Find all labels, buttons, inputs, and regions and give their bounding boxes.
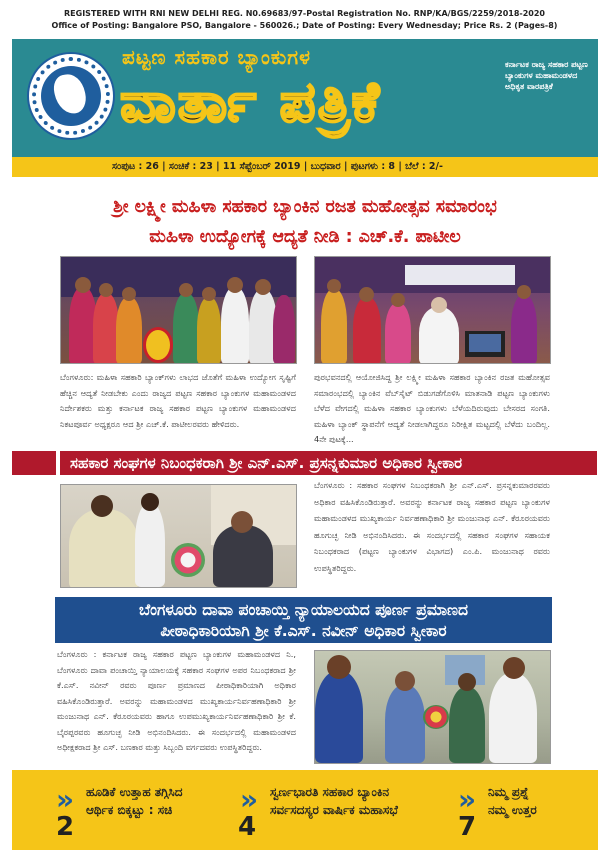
story3-body: ಬೆಂಗಳೂರು : ಕರ್ನಾಟಕ ರಾಜ್ಯ ಸಹಕಾರ ಪಟ್ಟಣ ಬ್ಯಾಂಕುಗಳ ಮಹಾಮಂಡಳದ ನಿ., ಬೆಂಗಳೂರು ದಾವಾ ಪಂಚಾಯ್ತಿ ನ್ಯಾಯಾಲಯಕ್ಕೆ ಸಹಕಾರ ಸಂಘಗಳ ಅಪರ ನಿಬಂಧಕರಾದ ಶ್ರೀ ಕೆ.ಎಸ್. ನವೀನ್ ರವರು ಪೂರ್ಣ ಪ್ರಮಾಣದ ಪೀಠಾಧಿಕಾರಿಯಾಗಿ ಅಧಿಕಾರ ವಹಿಸಿಕೊಂಡಿರುತ್ತಾರೆ. ಅವರನ್ನು ಮಹಾಮಂಡಳದ ಮುಖ್ಯಕಾರ್ಯನಿರ್ವಹಣಾಧಿಕಾರಿ ಶ್ರೀ ಮಂಜುನಾಥ ಎನ್. ಕೆರೂರಯವರು ಹಾಗೂ ಉಪಮುಖ್ಯಕಾರ್ಯನಿರ್ವಹಣಾಧಿಕಾರಿ ಶ್ರೀ ಕೆ. ಬೈರಪ್ಪರವರು ಹೂಗುಚ್ಛ ನೀಡಿ ಅಭಿನಂದಿಸಿದರು. ಈ ಸಂದರ್ಭದಲ್ಲಿ ಮಹಾಮಂಡಳದ ಅಧೀಕ್ಷಕರಾದ ಶ್ರೀ ಎಸ್. ಬಣಕಾರ ಮತ್ತು ಸಿಬ್ಬಂದಿ ವರ್ಗದವರು ಉಪಸ್ಥಿತರಿದ್ದರು.: [57, 649, 296, 752]
double-chevron-right-icon: »: [458, 783, 477, 816]
story1-photo-right: [314, 256, 551, 364]
teaser-2-line1: ಸ್ವರ್ಣಭಾರತಿ ಸಹಕಾರ ಬ್ಯಾಂಕಿನ: [270, 785, 390, 799]
issue-info-bar: ಸಂಪುಟ : 26 | ಸಂಚಿಕೆ : 23 | 11 ಸೆಪ್ಟೆಂಬರ್ 2019 | ಬುಧವಾರ | ಪುಟಗಳು : 8 | ಬೆಲೆ : 2/-: [12, 157, 598, 177]
story1-column-left: ಬೆಂಗಳೂರು: ಮಹಿಳಾ ಸಹಕಾರಿ ಬ್ಯಾಂಕ್‌ಗಳು ಲಾಭದ ಜೊತೆಗೆ ಮಹಿಳಾ ಉದ್ಯೋಗ ಸೃಷ್ಟಿಗೆ ಹೆಚ್ಚಿನ ಆದ್ಯತೆ ನೀಡಬೇಕು ಎಂದು ರಾಜ್ಯದ ಪಟ್ಟಣ ಸಹಕಾರ ಬ್ಯಾಂಕುಗಳ ಮಹಾಮಂಡಳದ ನಿರ್ದೇಶಕರು ಮತ್ತು ಕರ್ನಾಟಕ ರಾಜ್ಯ ಸಹಕಾರ ಪಟ್ಟಣ ಬ್ಯಾಂಕುಗಳ ಮಹಾಮಂಡಳದ ನಿಕಟಪೂರ್ವ ಅಧ್ಯಕ್ಷರೂ ಆದ ಶ್ರೀ ಎಚ್.ಕೆ. ಪಾಟೀಲರವರು ಹೇಳಿದರು.: [60, 372, 296, 429]
teaser-2-line2: ಸರ್ವಸದಸ್ಯರ ವಾರ್ಷಿಕ ಮಹಾಸಭೆ: [270, 803, 398, 817]
teaser-2-page[interactable]: 4: [238, 812, 257, 842]
story3-headline-box: [55, 597, 552, 643]
masthead-title: ವಾರ್ತಾ ಪತ್ರಿಕೆ: [120, 70, 382, 135]
story2-headline: ಸಹಕಾರ ಸಂಘಗಳ ನಿಬಂಧಕರಾಗಿ ಶ್ರೀ ಎನ್.ಎಸ್. ಪ್ರಸನ್ನಕುಮಾರ ಅಧಿಕಾರ ಸ್ವೀಕಾರ: [60, 451, 597, 475]
teaser-1-page[interactable]: 2: [56, 812, 75, 842]
teaser-1-line2: ಆರ್ಥಿಕ ಬಿಕ್ಕಟ್ಟು : ಸಚಿ: [86, 803, 173, 817]
teaser-1-line1: ಹೂಡಿಕೆ ಉತ್ತಾಹ ತಗ್ಗಿಸಿದ: [86, 785, 183, 799]
story3-photo: [314, 650, 551, 764]
teaser-3-line1: ನಿಮ್ಮ ಪ್ರಶ್ನೆ: [488, 785, 529, 799]
footer-teasers: [12, 770, 598, 850]
posting-line: Office of Posting: Bangalore PSO, Bangalore - 560026.; Date of Posting: Every Wednesday; Price Rs. 2 (Pages-8): [51, 21, 558, 30]
story1-column-right: ಪುರಭವನದಲ್ಲಿ ಆಯೋಜಿಸಿದ್ದ ಶ್ರೀ ಲಕ್ಷ್ಮೀ ಮಹಿಳಾ ಸಹಕಾರ ಬ್ಯಾಂಕಿನ ರಜತ ಮಹೋತ್ಸವ ಸಮಾರಂಭದಲ್ಲಿ ಬ್ಯಾಂಕಿನ ವೆಬ್‌ಸೈಟ್ ಬಿಡುಗಡೆಗೊಳಿಸಿ ಮಾತನಾಡಿ ಪಟ್ಟಣ ಬ್ಯಾಂಕುಗಳು ಬೆಳೆದ ವೇಗದಲ್ಲಿ ಮಹಿಳಾ ಸಹಕಾರ ಬ್ಯಾಂಕುಗಳು ಬೆಳೆಯದಿರುವುದು ಬೇಸರದ ಸಂಗತಿ. ಮಹಿಳಾ ಬ್ಯಾಂಕ್ ಸ್ಥಾಪನೆಗೆ ಆದ್ಯತೆ ನೀಡಲಾಗಿದ್ದರೂ ನಿರೀಕ್ಷಿತ ಮಟ್ಟದಲ್ಲಿ ಬೆಳೆದು ಬಂದಿಲ್ಲ. 4ನೇ ಪುಟಕ್ಕೆ...: [314, 372, 550, 444]
double-chevron-right-icon: »: [56, 783, 75, 816]
double-chevron-right-icon: »: [240, 783, 259, 816]
teaser-3-line2: ನಮ್ಮ ಉತ್ತರ: [488, 803, 537, 817]
story1-subheadline: ಮಹಿಳಾ ಉದ್ಯೋಗಕ್ಕೆ ಆದ್ಯತೆ ನೀಡಿ : ಎಚ್.ಕೆ. ಪಾಟೀಲ: [149, 227, 461, 247]
logo-emblem: [27, 52, 115, 140]
story1-headline: ಶ್ರೀ ಲಕ್ಷ್ಮೀ ಮಹಿಳಾ ಸಹಕಾರ ಬ್ಯಾಂಕಿನ ರಜತ ಮಹೋತ್ಸವ ಸಮಾರಂಭ: [113, 197, 497, 217]
story3-subheadline: ಪೀಠಾಧಿಕಾರಿಯಾಗಿ ಶ್ರೀ ಕೆ.ಎಸ್. ನವೀನ್ ಅಧಿಕಾರ ಸ್ವೀಕಾರ: [160, 622, 447, 640]
story2-body: ಬೆಂಗಳೂರು : ಸಹಕಾರ ಸಂಘಗಳ ನಿಬಂಧಕರಾಗಿ ಶ್ರೀ ಎನ್.ಎಸ್. ಪ್ರಸನ್ನಕುಮಾರರವರು ಅಧಿಕಾರ ವಹಿಸಿಕೊಂಡಿರುತ್ತಾರೆ. ಅವರನ್ನು ಕರ್ನಾಟಕ ರಾಜ್ಯ ಸಹಕಾರ ಪಟ್ಟಣ ಬ್ಯಾಂಕುಗಳ ಮಹಾಮಂಡಳದ ಮುಖ್ಯಕಾರ್ಯ ನಿರ್ವಹಣಾಧಿಕಾರಿ ಶ್ರೀ ಮಂಜುನಾಥ ಎನ್. ಕೆರೂರಯವರು ಹೂಗುಚ್ಛ ನೀಡಿ ಅಭಿನಂದಿಸಿದರು. ಈ ಸಂದರ್ಭದಲ್ಲಿ ಸಹಕಾರ ಸಂಘಗಳ ಸಹಾಯಕ ನಿಬಂಧಕರಾದ (ಪಟ್ಟಣ ಬ್ಯಾಂಕುಗಳ ವಿಭಾಗದ) ಎಂ.ಪಿ. ಮಂಜುನಾಥ ರವರು ಉಪಸ್ಥಿತರಿದ್ದರು.: [314, 480, 550, 573]
story2-photo: [60, 484, 297, 588]
banner-strip: [12, 451, 56, 475]
masthead: [12, 39, 598, 157]
story1-photo-left: [60, 256, 297, 364]
registration-line: REGISTERED WITH RNI NEW DELHI REG. N0.69683/97-Postal Registration No. RNP/KA/BGS/2259/2018-2020: [64, 9, 545, 18]
teaser-3-page[interactable]: 7: [458, 812, 477, 842]
masthead-subtitle: ಪಟ್ಟಣ ಸಹಕಾರ ಬ್ಯಾಂಕುಗಳ: [122, 45, 311, 69]
story3-headline: ಬೆಂಗಳೂರು ದಾವಾ ಪಂಚಾಯ್ತಿ ನ್ಯಾಯಾಲಯದ ಪೂರ್ಣ ಪ್ರಮಾಣದ: [138, 601, 469, 619]
masthead-side-text: ಕರ್ನಾಟಕ ರಾಜ್ಯ ಸಹಕಾರ ಪಟ್ಟಣ ಬ್ಯಾಂಕುಗಳ ಮಹಾಮಂಡಳದ ಅಧಿಕೃತ ವಾರಪತ್ರಿಕೆ: [505, 60, 588, 91]
